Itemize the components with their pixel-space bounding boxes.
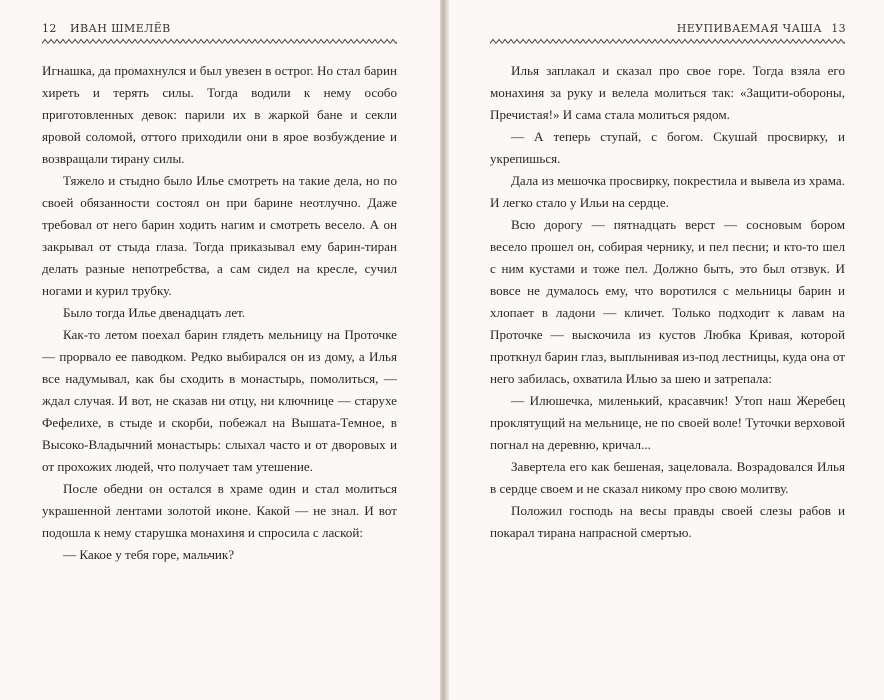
book-gutter <box>440 0 449 700</box>
right-paragraph-5: — Илюшечка, миленький, красавчик! Утоп наш Жеребец проклятущий на мельнице, не по своей воле! Туточки верховой погнал на деревню, кричал... <box>490 393 845 452</box>
left-paragraph-6: — Какое у тебя горе, мальчик? <box>63 547 235 562</box>
right-paragraph-7: Положил господь на весы правды своей слезы рабов и покарал тирана напрасной смертью. <box>490 503 845 540</box>
left-paragraph-4: Как-то летом поехал барин глядеть мельницу на Проточке — прорвало ее паводком. Редко выбирался он из дому, а Илья все надумывал, как бы сходить в монастырь, помолиться, — ждал случая. И вот, не сказав ни отцу, ни ключнице — старухе Фефелихе, в стыде и скорби, побежал на Вышата-Темное, в Высоко-Владычний монастырь: слыхал часто и от дворовых и от прохожих людей, что получает там утешение. <box>42 327 397 474</box>
right-page-text <box>490 60 845 544</box>
right-paragraph-1: Илья заплакал и сказал про свое горе. Тогда взяла его монахиня за руку и велела молиться так: «Защити-обороны, Пречистая!» И сама стала молиться рядом. <box>490 63 845 122</box>
left-paragraph-1: Игнашка, да промахнулся и был увезен в острог. Но стал барин хиреть и терять силы. Тогда водили к нему особо приготовленных девок: парили их в жаркой бане и секли яровой соломой, оттого приходили они в ярое возбуждение и возвращали тирану силы. <box>42 63 397 166</box>
left-paragraph-2: Тяжело и стыдно было Илье смотреть на такие дела, но по своей обязанности состоял он при барине неотлучно. Даже требовал от него барин ходить нагим и смотреть весело. А он закрывал от стыда глаза. Тогда приказывал ему барин-тиран делать разные непотребства, а сам сидел на кресле, сучил ногами и курил трубку. <box>42 173 397 298</box>
left-paragraph-3: Было тогда Илье двенадцать лет. <box>63 305 246 320</box>
right-paragraph-2: — А теперь ступай, с богом. Скушай просвирку, и укрепишься. <box>490 129 845 166</box>
right-running-header: НЕУПИВАЕМАЯ ЧАША <box>676 22 822 35</box>
right-page-number: 13 <box>831 22 846 35</box>
right-paragraph-3: Дала из мешочка просвирку, покрестила и вывела из храма. И легко стало у Ильи на сердце. <box>490 173 845 210</box>
left-page-number: 12 <box>42 22 57 35</box>
left-running-header: ИВАН ШМЕЛЁВ <box>70 22 171 35</box>
right-paragraph-6: Завертела его как бешеная, зацеловала. Возрадовался Илья в сердце своем и не сказал никому про свою молитву. <box>490 459 845 496</box>
left-header-ornament <box>42 38 397 45</box>
left-paragraph-5: После обедни он остался в храме один и стал молиться украшенной лентами золотой иконе. Какой — не знал. И вот подошла к нему старушка монахиня и спросила с лаской: <box>42 481 397 540</box>
right-paragraph-4: Всю дорогу — пятнадцать верст — сосновым бором весело прошел он, собирая чернику, и пел песни; и кто-то шел с ним кустами и тоже пел. Должно быть, это был отзвук. И вовсе не думалось ему, что воротился с мельницы барин и хлопает в ладони — кличет. Только подходит к лавам на Проточке — выскочила из кустов Любка Кривая, которой проткнул барин глаз, выплынивая из-под лестницы, куда она от него забилась, охватила Илью за шею и затрепала: <box>490 217 845 386</box>
left-page-text <box>42 60 397 566</box>
right-header-ornament <box>490 38 845 45</box>
